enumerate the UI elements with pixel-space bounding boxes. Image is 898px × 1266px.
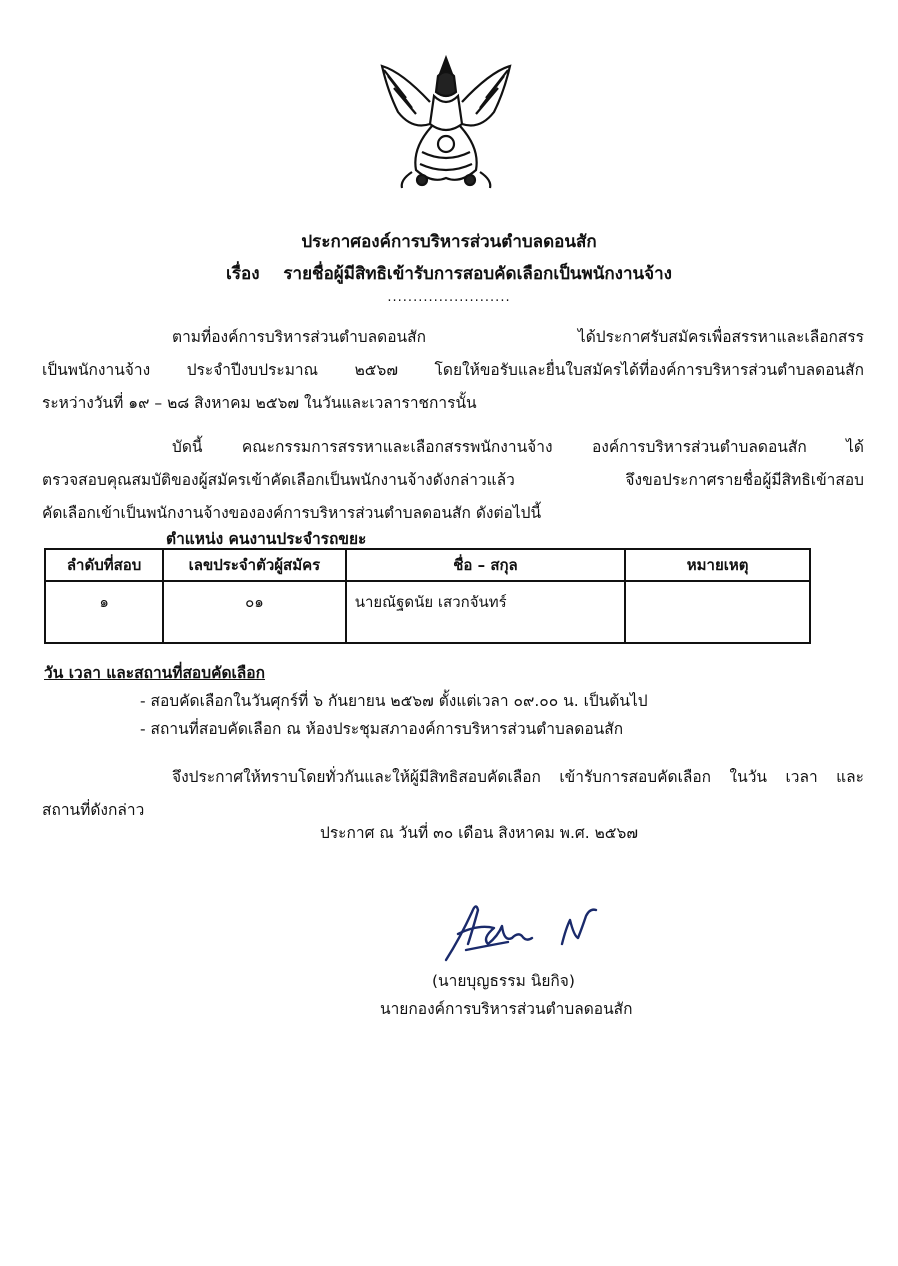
paragraph-line: คัดเลือกเข้าเป็นพนักงานจ้างขององค์การบริหารส่วนตำบลดอนสัก ดังต่อไปนี้	[42, 504, 542, 522]
garuda-emblem-icon	[372, 52, 520, 192]
announcement-date: ประกาศ ณ วันที่ ๓๐ เดือน สิงหาคม พ.ศ. ๒๕๖๗	[320, 824, 639, 842]
signature-icon	[438, 898, 628, 968]
signatory-name: (นายบุญธรรม นิยกิจ)	[432, 972, 575, 990]
column-header-order: ลำดับที่สอบ	[45, 549, 163, 581]
title-separator: ........................	[387, 290, 511, 305]
schedule-item: - สถานที่สอบคัดเลือก ณ ห้องประชุมสภาองค์การบริหารส่วนตำบลดอนสัก	[140, 720, 624, 738]
subject-label: เรื่อง	[226, 264, 260, 284]
paragraph-line: บัดนี้ คณะกรรมการสรรหาและเลือกสรรพนักงานจ้าง องค์การบริหารส่วนตำบลดอนสัก ได้	[172, 438, 864, 456]
announcement-subject	[0, 260, 898, 287]
paragraph-line: สถานที่ดังกล่าว	[42, 801, 145, 819]
column-header-applicant-no: เลขประจำตัวผู้สมัคร	[163, 549, 346, 581]
paragraph-line: ตามที่องค์การบริหารส่วนตำบลดอนสัก ได้ประกาศรับสมัครเพื่อสรรหาและเลือกสรร	[172, 328, 864, 346]
announcement-title: ประกาศองค์การบริหารส่วนตำบลดอนสัก	[301, 232, 597, 252]
signatory-position: นายกองค์การบริหารส่วนตำบลดอนสัก	[380, 1000, 633, 1018]
paragraph-line: ระหว่างวันที่ ๑๙ – ๒๘ สิงหาคม ๒๕๖๗ ในวันและเวลาราชการนั้น	[42, 394, 477, 412]
cell-remark	[625, 581, 810, 643]
schedule-item: - สอบคัดเลือกในวันศุกร์ที่ ๖ กันยายน ๒๕๖๗ ตั้งแต่เวลา ๐๙.๐๐ น. เป็นต้นไป	[140, 692, 648, 710]
paragraph-line: ตรวจสอบคุณสมบัติของผู้สมัครเข้าคัดเลือกเป็นพนักงานจ้างดังกล่าวแล้ว จึงขอประกาศรายชื่อผู้มีสิทธิเข้าสอบ	[42, 471, 864, 489]
cell-applicant-no: ๐๑	[163, 581, 346, 643]
table-header-row	[45, 549, 810, 581]
subject-text: รายชื่อผู้มีสิทธิเข้ารับการสอบคัดเลือกเป็นพนักงานจ้าง	[283, 264, 672, 284]
column-header-remark: หมายเหตุ	[625, 549, 810, 581]
cell-order: ๑	[45, 581, 163, 643]
column-header-name: ชื่อ – สกุล	[346, 549, 626, 581]
paragraph-line: จึงประกาศให้ทราบโดยทั่วกันและให้ผู้มีสิทธิสอบคัดเลือก เข้ารับการสอบคัดเลือก ในวัน เวลา และ	[172, 768, 864, 786]
table-row	[45, 581, 810, 643]
paragraph-line: เป็นพนักงานจ้าง ประจำปีงบประมาณ ๒๕๖๗ โดยให้ขอรับและยื่นใบสมัครได้ที่องค์การบริหารส่วนตำบลดอนสัก	[42, 361, 864, 379]
candidate-table	[44, 548, 811, 644]
cell-name: นายณัฐดนัย เสวกจันทร์	[346, 581, 626, 643]
schedule-heading: วัน เวลา และสถานที่สอบคัดเลือก	[44, 664, 266, 682]
position-title: ตำแหน่ง คนงานประจำรถขยะ	[166, 530, 367, 548]
